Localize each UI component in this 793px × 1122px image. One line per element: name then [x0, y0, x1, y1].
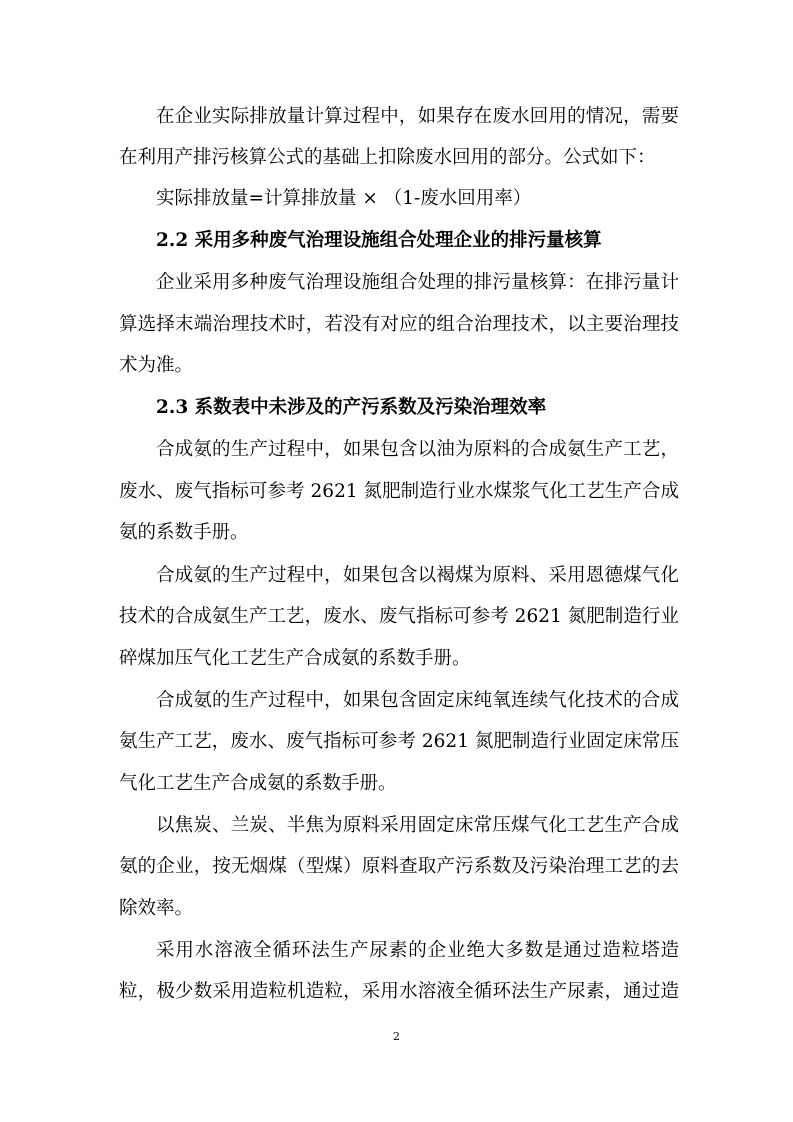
paragraph-line: 合成氨的生产过程中，如果包含以褐煤为原料、采用恩德煤气化 — [156, 565, 679, 586]
section-heading: 2.2 采用多种废气治理设施组合处理企业的排污量核算 — [156, 230, 602, 251]
paragraph-line: 术为准。 — [119, 355, 194, 376]
page-number: 2 — [393, 1030, 400, 1043]
paragraph-line: 氨的系数手册。 — [119, 522, 249, 543]
paragraph-line: 在利用产排污核算公式的基础上扣除废水回用的部分。公式如下： — [119, 147, 656, 168]
paragraph-line: 氨的企业，按无烟煤（型煤）原料查取产污系数及污染治理工艺的去 — [119, 856, 679, 877]
paragraph-line: 废水、废气指标可参考 2621 氮肥制造行业水煤浆气化工艺生产合成 — [119, 481, 679, 502]
paragraph-line: 碎煤加压气化工艺生产合成氨的系数手册。 — [119, 648, 471, 669]
paragraph-line: 合成氨的生产过程中，如果包含以油为原料的合成氨生产工艺， — [156, 439, 679, 460]
section-heading: 2.3 系数表中未涉及的产污系数及污染治理效率 — [156, 397, 547, 418]
paragraph-line: 算选择末端治理技术时，若没有对应的组合治理技术，以主要治理技 — [119, 314, 679, 335]
paragraph-line: 采用水溶液全循环法生产尿素的企业绝大多数是通过造粒塔造 — [156, 940, 679, 961]
paragraph-line: 氨生产工艺，废水、废气指标可参考 2621 氮肥制造行业固定床常压 — [119, 731, 679, 752]
formula-line: 实际排放量=计算排放量 × （1-废水回用率） — [156, 188, 532, 209]
paragraph-line: 除效率。 — [119, 898, 194, 919]
paragraph-line: 以焦炭、兰炭、半焦为原料采用固定床常压煤气化工艺生产合成 — [156, 815, 679, 836]
paragraph-line: 在企业实际排放量计算过程中，如果存在废水回用的情况，需要 — [156, 106, 679, 127]
paragraph-line: 技术的合成氨生产工艺，废水、废气指标可参考 2621 氮肥制造行业 — [119, 606, 679, 627]
paragraph-line: 气化工艺生产合成氨的系数手册。 — [119, 773, 397, 794]
paragraph-line: 粒，极少数采用造粒机造粒，采用水溶液全循环法生产尿素，通过造 — [119, 981, 679, 1002]
paragraph-line: 企业采用多种废气治理设施组合处理的排污量核算：在排污量计 — [156, 272, 679, 293]
paragraph-line: 合成氨的生产过程中，如果包含固定床纯氧连续气化技术的合成 — [156, 690, 679, 711]
